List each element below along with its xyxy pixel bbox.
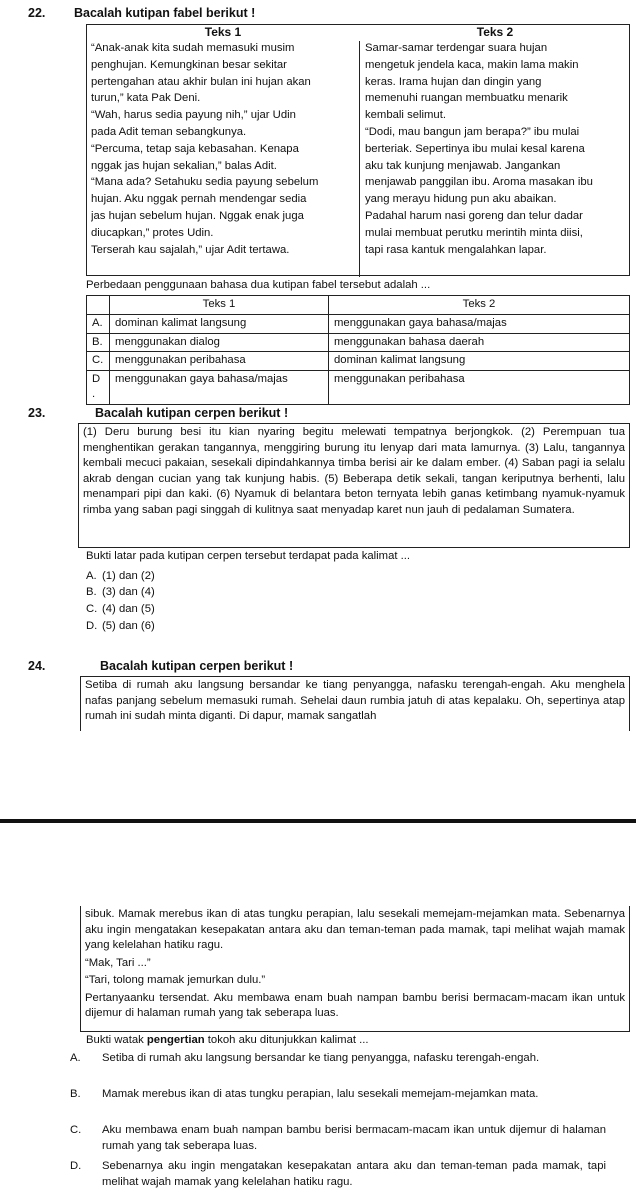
question-24-prompt: Bukti watak pengertian tokoh aku ditunjukkan kalimat ... [86,1034,369,1046]
option-23-c[interactable]: C. (4) dan (5) [86,603,155,615]
text2-line: Samar-samar terdengar suara hujan [365,42,548,54]
text1-line: “Anak-anak kita sudah memasuki musim [91,42,295,54]
option-row-c[interactable] [87,352,630,371]
text1-line: jas hujan sebelum hujan. Nggak enak juga [91,209,304,222]
text2-line: menjawab panggilan ibu. Aroma masakan ibu [365,176,593,189]
text1-line: “Percuma, tetap saja kebasahan. Kenapa [91,142,299,155]
cerpen-23-passage: (1) Deru burung besi itu kian nyaring begitu melewati tempatnya berjongkok. (2) Perempuan tua menghentikan gerakan tangannya, menggiring burung itu lenyap dari mata lamurnya. (3) Lalu, tangannya kembali mecuci pakaian, sesekali dipindahkannya timba berisi air ke dalam ember. (4) Saban pagi ia selalu akrab dengan cucian yang tak kunjung habis. (5) Beberapa detik sekali, tangan keriputnya berhenti, lalu menampari pipi dan kaki. (6) Nyamuk di belantara beton ternyata lebih ganas ketimbang nyamuk-nyamuk rimba yang saban pagi singgah di kulitnya saat menyadap karet nun jauh di pedalaman Sumatera. [83,426,625,516]
option-23-b[interactable]: B. (3) dan (4) [86,586,155,598]
option-letter: D . [87,370,110,404]
text1-line: “Mana ada? Setahuku sedia payung sebelum [91,176,319,189]
option-teks1: dominan kalimat langsung [110,315,329,334]
cerpen-24-passage-part3: Pertanyaanku tersendat. Aku membawa enam buah nampan bambu berisi bermacam-macam ikan untuk dijemur di halaman rumah yang tak seberapa luas. [85,991,625,1019]
option-24-b[interactable]: B. Mamak merebus ikan di atas tungku perapian, lalu sesekali memejam-mejamkan mata. [70,1088,539,1100]
text2-line: memenuhi ruangan membuatku menarik [365,92,568,105]
question-22-title: Bacalah kutipan fabel berikut ! [74,6,256,20]
text1-heading: Teks 1 [204,25,242,39]
option-letter: C. [87,352,110,371]
question-22-prompt: Perbedaan penggunaan bahasa dua kutipan fabel tersebut adalah ... [86,279,431,291]
text1-line: hujan. Aku nggak pernah mendengar sedia [91,193,307,206]
option-teks2: dominan kalimat langsung [329,352,630,371]
text1-line: diucapkan,” protes Udin. [91,226,214,239]
column-divider [359,41,360,277]
option-24-d[interactable]: D. Sebenarnya aku ingin mengatakan kesepakatan antara aku dan teman-teman pada mamak, tapi melihat wajah mamak yang kelelahan hatiku ragu. [70,1160,606,1188]
option-24-a[interactable]: A. Setiba di rumah aku langsung bersandar ke tiang penyangga, nafasku terengah-engah. [70,1052,540,1064]
table-header-teks1: Teks 1 [110,296,329,315]
option-teks1: menggunakan peribahasa [110,352,329,371]
option-row-a[interactable] [87,315,630,334]
option-teks1: menggunakan gaya bahasa/majas [110,370,329,404]
fable-comparison-box [86,24,630,276]
question-24-keyword: pengertian [146,1034,205,1046]
text1-line: Terserah kau sajalah,” ujar Adit tertawa. [91,243,290,256]
dialog-line-2: “Tari, tolong mamak jemurkan dulu.” [85,974,266,986]
option-letter: A. [87,315,110,334]
text2-line: berteriak. Sepertinya ibu mulai kesal karena [365,142,585,155]
text1-passage [91,41,353,259]
option-row-b[interactable] [87,333,630,352]
text2-line: yang merayu hidung pun aku abaikan. [365,193,557,206]
text1-line: turun,” kata Pak Deni. [91,92,201,105]
text2-line: Padahal harum nasi goreng dan telur dadar [365,209,583,222]
text1-line: “Wah, harus sedia payung nih,” ujar Udin [91,109,296,122]
cerpen-23-passage-box [78,423,630,548]
cerpen-24-passage-box-bottom [80,906,630,1032]
cerpen-24-passage-box-top [80,676,630,731]
text1-line: pada Adit teman sebangkunya. [91,125,247,138]
text2-line: mulai membuat perutku merintih minta diisi, [365,226,583,239]
text2-passage [365,41,626,259]
text2-line: kembali selimut. [365,109,446,122]
question-23-number: 23. [28,406,46,420]
text1-line: nggak jas hujan sekalian,” balas Adit. [91,159,277,172]
text2-line: keras. Irama hujan dan dingin yang [365,75,542,88]
question-23-prompt: Bukti latar pada kutipan cerpen tersebut terdapat pada kalimat ... [86,550,411,562]
text2-line: mengetuk jendela kaca, makin lama makin [365,58,579,71]
cerpen-24-passage-part2: sibuk. Mamak merebus ikan di atas tungku perapian, lalu sesekali memejam-mejamkan mata. Sebenarnya aku ingin mengatakan kesepakatan antara aku dan teman-teman pada mamak, tapi melihat wajah mamak yang kelelahan hatiku ragu. [85,908,625,951]
table-corner [87,296,110,315]
text1-line: penghujan. Kemungkinan besar sekitar [91,58,287,71]
text1-line: pertengahan atau akhir bulan ini hujan akan [91,75,311,88]
text2-line: aku tak kunjung menjawab. Jangankan [365,159,561,172]
option-teks2: menggunakan bahasa daerah [329,333,630,352]
option-23-d[interactable]: D. (5) dan (6) [86,620,155,632]
question-22-number: 22. [28,6,46,20]
dialog-line-1: “Mak, Tari ...” [85,956,151,969]
question-23-title: Bacalah kutipan cerpen berikut ! [95,406,289,420]
option-letter: B. [87,333,110,352]
table-header-teks2: Teks 2 [329,296,630,315]
option-teks1: menggunakan dialog [110,333,329,352]
option-23-a[interactable]: A. (1) dan (2) [86,570,155,582]
option-teks2: menggunakan peribahasa [329,370,630,404]
option-row-d[interactable] [87,370,630,404]
page-break-divider [0,819,636,823]
text2-line: “Dodi, mau bangun jam berapa?” ibu mulai [365,125,580,138]
option-teks2: menggunakan gaya bahasa/majas [329,315,630,334]
question-24-title: Bacalah kutipan cerpen berikut ! [100,659,294,673]
option-24-c[interactable]: C. Aku membawa enam buah nampan bambu berisi bermacam-macam ikan untuk dijemur di halaman rumah yang tak seberapa luas. [70,1124,606,1152]
cerpen-24-passage-part1: Setiba di rumah aku langsung bersandar ke tiang penyangga, nafasku terengah-engah. Aku menghela nafas panjang sebelum memasuki rumah. Sehelai daun rumbia jatuh di atas kepalaku. Oh, sepertinya atap rumah ini sudah minta diganti. Di dapur, mamak sangatlah [85,679,625,722]
text2-heading: Teks 2 [476,25,514,39]
answer-table [86,295,630,405]
stray-dot: . [92,388,96,400]
question-24-number: 24. [28,659,46,673]
text2-line: tapi rasa kantuk mengalahkan lapar. [365,243,547,256]
